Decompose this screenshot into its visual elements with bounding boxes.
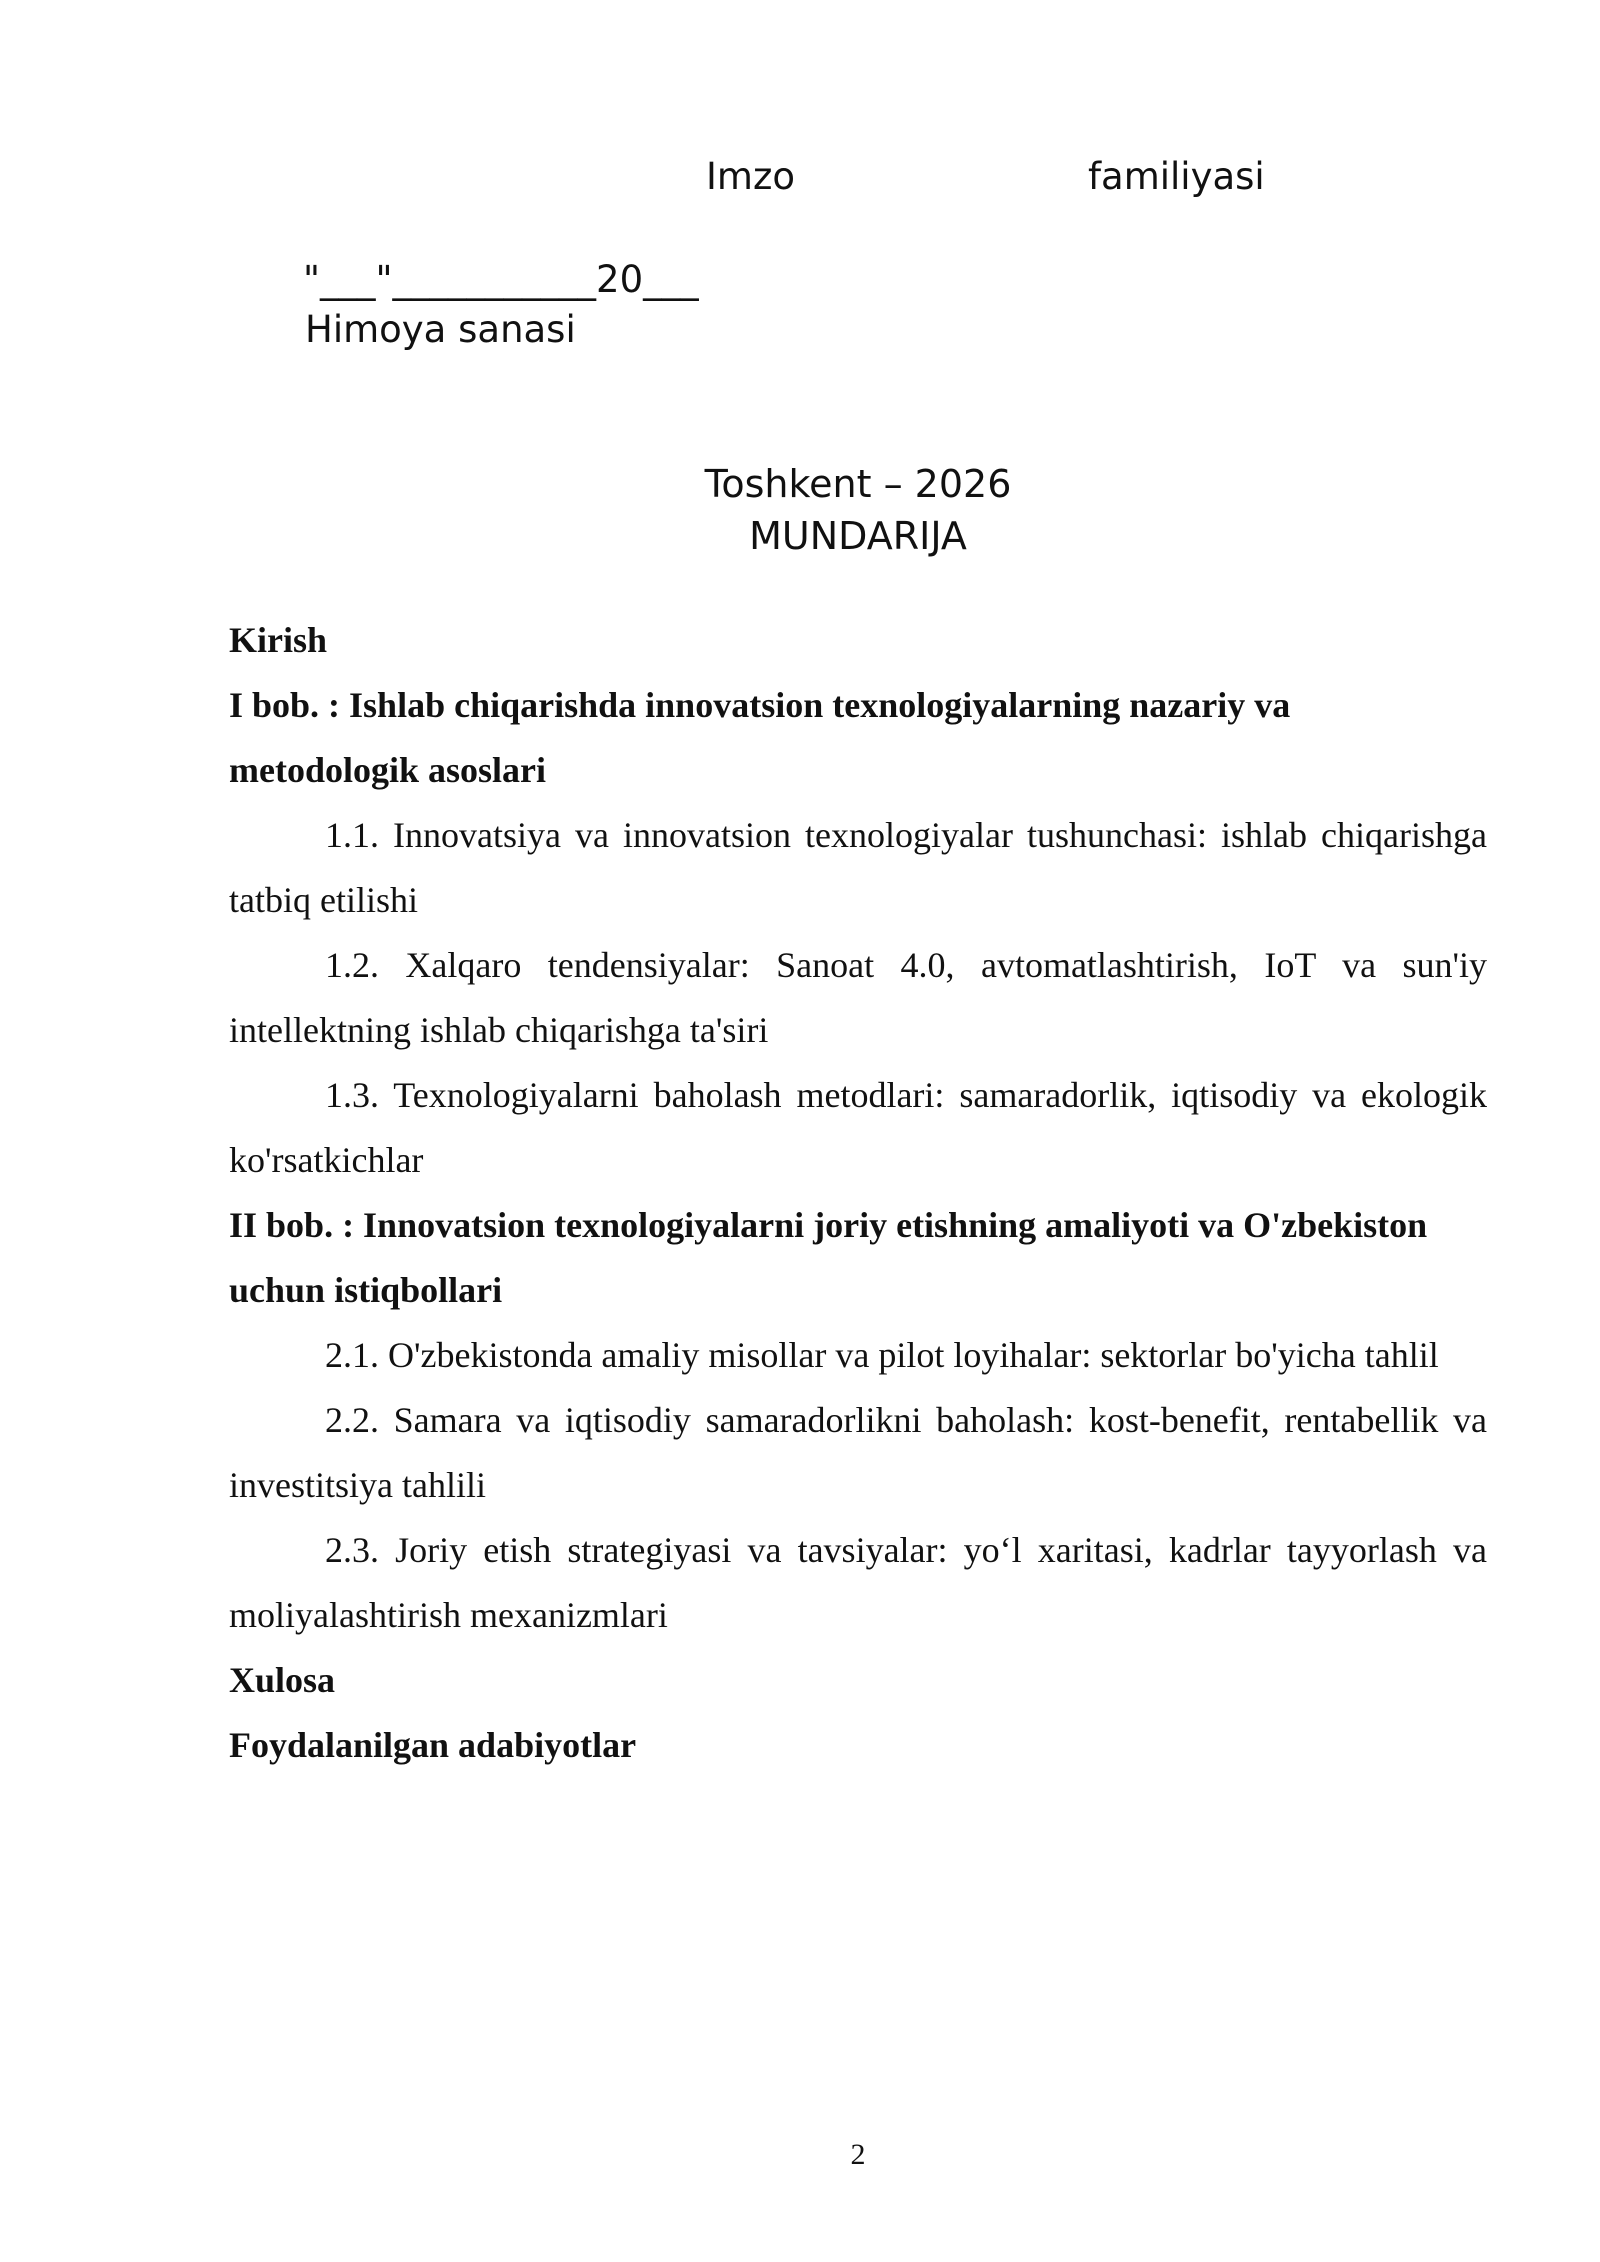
toc-chapter: II bob. : Innovatsion texnologiyalarni joriy etishning amaliyoti va O'zbekiston uchun istiqbollari	[229, 1205, 1428, 1310]
toc-subsection: 2.1. O'zbekistonda amaliy misollar va pilot loyihalar: sektorlar bo'yicha tahlil	[325, 1335, 1439, 1375]
toc-chapter: I bob. : Ishlab chiqarishda innovatsion texnologiyalarning nazariy va metodologik asoslari	[229, 685, 1291, 790]
surname-label: familiyasi	[1088, 155, 1265, 198]
toc-subsection: 1.1. Innovatsiya va innovatsion texnologiyalar tushunchasi: ishlab chiqarishga tatbiq etilishi	[229, 815, 1487, 920]
defense-date-blank: "___"___________20___	[303, 258, 699, 301]
toc-subsection: 1.3. Texnologiyalarni baholash metodlari: samaradorlik, iqtisodiy va ekologik ko'rsatkichlar	[229, 1075, 1487, 1180]
toc-section: Foydalanilgan adabiyotlar	[229, 1725, 637, 1765]
toc-title: MUNDARIJA	[749, 514, 967, 558]
defense-date-label: Himoya sanasi	[305, 308, 576, 351]
toc-section: Xulosa	[229, 1660, 336, 1700]
signature-label: Imzo	[706, 155, 796, 198]
toc-subsection: 2.2. Samara va iqtisodiy samaradorlikni baholash: kost-benefit, rentabellik va investitsiya tahlili	[229, 1400, 1487, 1505]
toc-section: Kirish	[229, 620, 328, 660]
toc-subsection: 2.3. Joriy etish strategiyasi va tavsiyalar: yo‘l xaritasi, kadrlar tayyorlash va moliyalashtirish mexanizmlari	[229, 1530, 1487, 1635]
city-year: Toshkent – 2026	[704, 462, 1012, 506]
table-of-contents	[229, 608, 1487, 1778]
toc-subsection: 1.2. Xalqaro tendensiyalar: Sanoat 4.0, avtomatlashtirish, IoT va sun'iy intellektning ishlab chiqarishga ta'siri	[229, 945, 1487, 1050]
page-number: 2	[850, 2138, 866, 2171]
